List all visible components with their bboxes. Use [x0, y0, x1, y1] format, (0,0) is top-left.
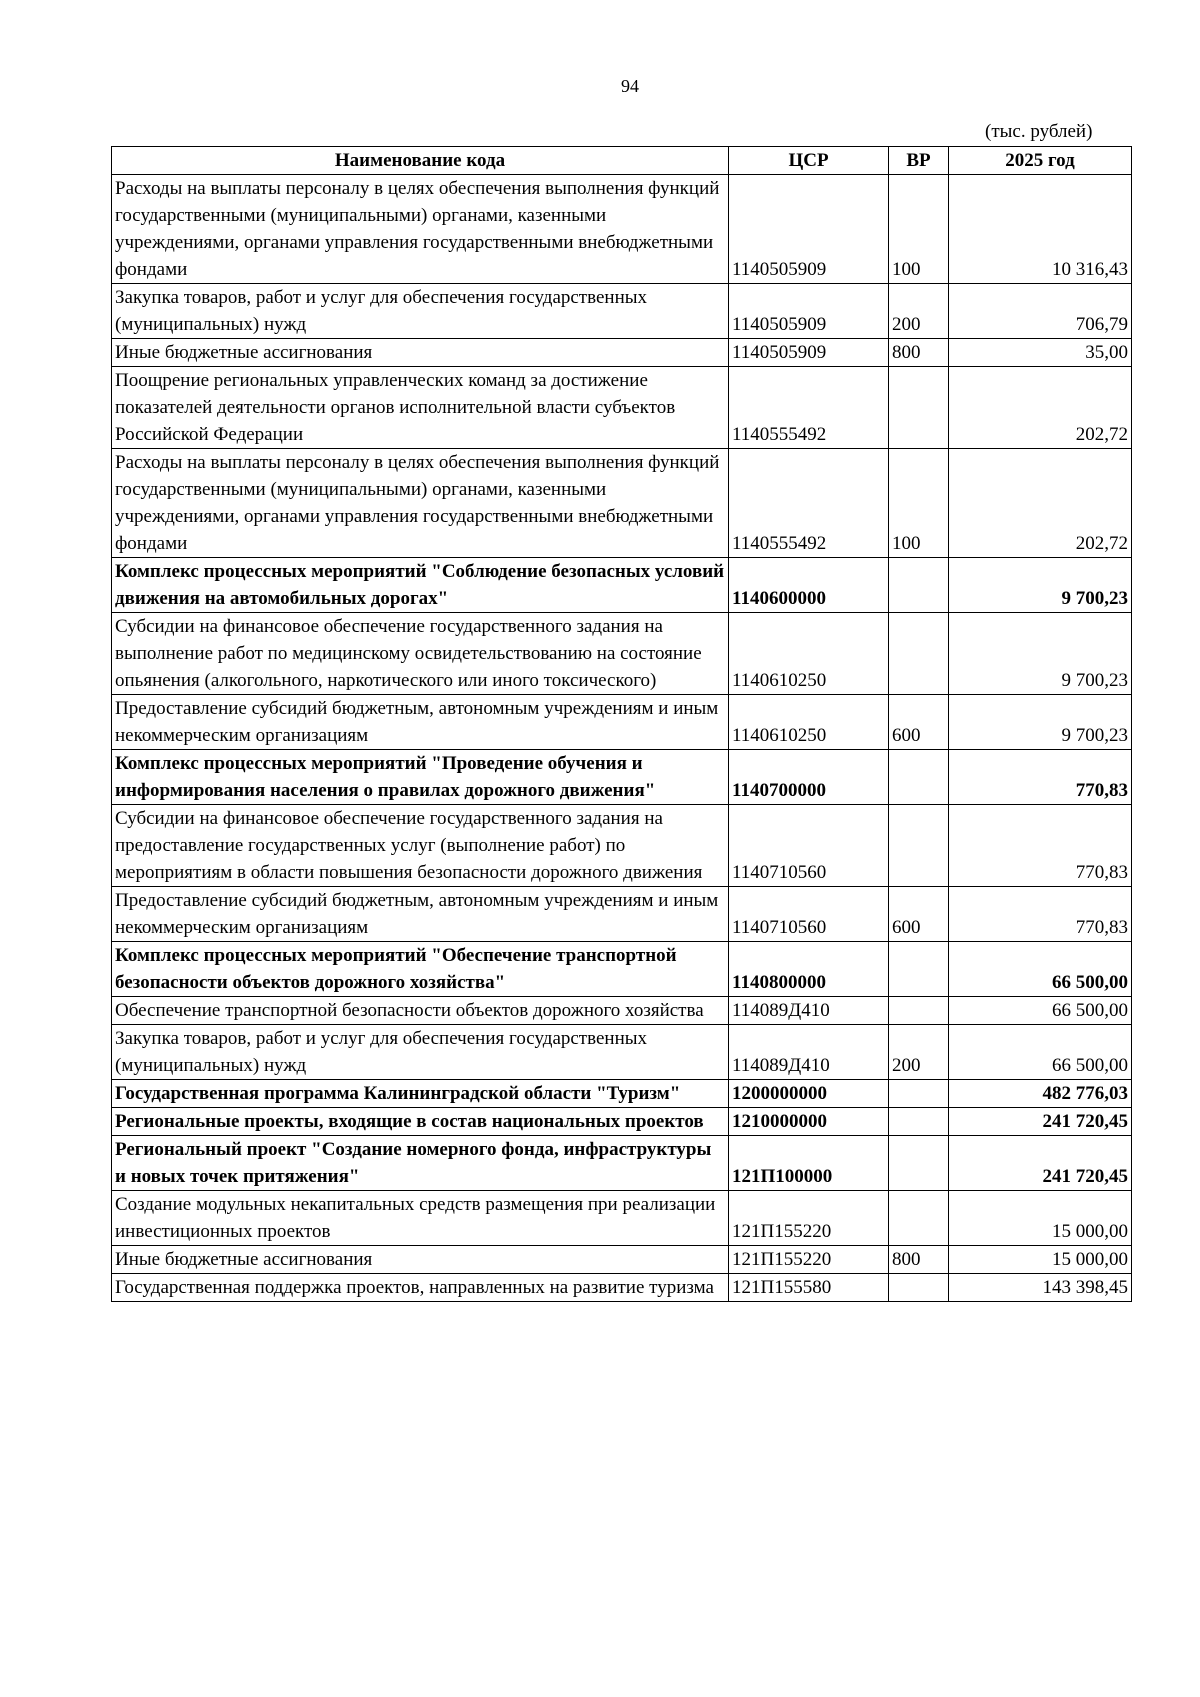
row-value: 15 000,00 — [949, 1191, 1132, 1246]
row-csr: 1140710560 — [729, 805, 889, 887]
table-row — [112, 449, 1132, 558]
row-vr — [889, 750, 949, 805]
table-row — [112, 613, 1132, 695]
row-csr: 1210000000 — [729, 1108, 889, 1136]
row-name: Иные бюджетные ассигнования — [112, 339, 729, 367]
row-vr: 800 — [889, 1246, 949, 1274]
row-name: Поощрение региональных управленческих команд за достижение показателей деятельности органов исполнительной власти субъектов Российской Федерации — [112, 367, 729, 449]
row-value: 706,79 — [949, 284, 1132, 339]
row-csr: 1200000000 — [729, 1080, 889, 1108]
row-name: Региональные проекты, входящие в состав национальных проектов — [112, 1108, 729, 1136]
row-vr — [889, 1274, 949, 1302]
row-vr: 100 — [889, 175, 949, 284]
row-name: Предоставление субсидий бюджетным, автономным учреждениям и иным некоммерческим организациям — [112, 887, 729, 942]
units-label: (тыс. рублей) — [985, 121, 1093, 142]
row-vr: 800 — [889, 339, 949, 367]
row-name: Расходы на выплаты персоналу в целях обеспечения выполнения функций государственными (муниципальными) органами, казенными учреждениями, органами управления государственными внебюджетными фондами — [112, 175, 729, 284]
row-csr: 1140505909 — [729, 339, 889, 367]
row-name: Субсидии на финансовое обеспечение государственного задания на выполнение работ по медицинскому освидетельствованию на состояние опьянения (алкогольного, наркотического или иного токсического) — [112, 613, 729, 695]
row-name: Закупка товаров, работ и услуг для обеспечения государственных (муниципальных) нужд — [112, 1025, 729, 1080]
table-row — [112, 339, 1132, 367]
row-vr — [889, 805, 949, 887]
row-value: 9 700,23 — [949, 613, 1132, 695]
row-csr: 121П100000 — [729, 1136, 889, 1191]
row-value: 66 500,00 — [949, 1025, 1132, 1080]
header-vr: ВР — [889, 147, 949, 175]
row-name: Расходы на выплаты персоналу в целях обеспечения выполнения функций государственными (муниципальными) органами, казенными учреждениями, органами управления государственными внебюджетными фондами — [112, 449, 729, 558]
row-value: 202,72 — [949, 449, 1132, 558]
row-value: 770,83 — [949, 750, 1132, 805]
row-vr — [889, 367, 949, 449]
table-row — [112, 1136, 1132, 1191]
table-row — [112, 805, 1132, 887]
row-csr: 1140505909 — [729, 175, 889, 284]
table-row — [112, 887, 1132, 942]
table-header-row — [112, 147, 1132, 175]
table-row — [112, 1108, 1132, 1136]
row-vr — [889, 1080, 949, 1108]
table-row — [112, 1246, 1132, 1274]
budget-table — [111, 146, 1132, 1302]
row-value: 770,83 — [949, 887, 1132, 942]
row-value: 10 316,43 — [949, 175, 1132, 284]
row-name: Комплекс процессных мероприятий "Проведение обучения и информирования населения о правилах дорожного движения" — [112, 750, 729, 805]
row-value: 9 700,23 — [949, 558, 1132, 613]
row-csr: 1140610250 — [729, 695, 889, 750]
table-row — [112, 1025, 1132, 1080]
row-name: Государственная поддержка проектов, направленных на развитие туризма — [112, 1274, 729, 1302]
table-row — [112, 1274, 1132, 1302]
row-value: 770,83 — [949, 805, 1132, 887]
row-vr — [889, 613, 949, 695]
row-name: Государственная программа Калининградской области "Туризм" — [112, 1080, 729, 1108]
table-row — [112, 367, 1132, 449]
row-csr: 1140800000 — [729, 942, 889, 997]
row-vr — [889, 1136, 949, 1191]
header-year: 2025 год — [949, 147, 1132, 175]
table-row — [112, 284, 1132, 339]
row-csr: 1140700000 — [729, 750, 889, 805]
row-csr: 1140710560 — [729, 887, 889, 942]
row-csr: 121П155220 — [729, 1246, 889, 1274]
row-value: 482 776,03 — [949, 1080, 1132, 1108]
row-name: Региональный проект "Создание номерного фонда, инфраструктуры и новых точек притяжения" — [112, 1136, 729, 1191]
row-csr: 121П155220 — [729, 1191, 889, 1246]
row-csr: 1140610250 — [729, 613, 889, 695]
row-name: Иные бюджетные ассигнования — [112, 1246, 729, 1274]
row-csr: 1140555492 — [729, 367, 889, 449]
row-name: Обеспечение транспортной безопасности объектов дорожного хозяйства — [112, 997, 729, 1025]
table-row — [112, 997, 1132, 1025]
row-csr: 1140505909 — [729, 284, 889, 339]
row-vr — [889, 997, 949, 1025]
row-vr — [889, 558, 949, 613]
row-vr — [889, 1108, 949, 1136]
table-row — [112, 558, 1132, 613]
row-csr: 114089Д410 — [729, 997, 889, 1025]
header-name: Наименование кода — [112, 147, 729, 175]
table-row — [112, 175, 1132, 284]
table-row — [112, 750, 1132, 805]
row-vr: 200 — [889, 1025, 949, 1080]
row-vr — [889, 942, 949, 997]
page-number: 94 — [621, 76, 639, 96]
row-value: 66 500,00 — [949, 942, 1132, 997]
row-value: 15 000,00 — [949, 1246, 1132, 1274]
row-name: Субсидии на финансовое обеспечение государственного задания на предоставление государственных услуг (выполнение работ) по мероприятиям в области повышения безопасности дорожного движения — [112, 805, 729, 887]
table-row — [112, 1191, 1132, 1246]
row-vr: 100 — [889, 449, 949, 558]
row-value: 241 720,45 — [949, 1136, 1132, 1191]
row-name: Создание модульных некапитальных средств размещения при реализации инвестиционных проектов — [112, 1191, 729, 1246]
row-vr — [889, 1191, 949, 1246]
row-vr: 200 — [889, 284, 949, 339]
row-value: 202,72 — [949, 367, 1132, 449]
row-vr: 600 — [889, 887, 949, 942]
table-row — [112, 695, 1132, 750]
row-value: 66 500,00 — [949, 997, 1132, 1025]
row-csr: 114089Д410 — [729, 1025, 889, 1080]
row-vr: 600 — [889, 695, 949, 750]
row-value: 9 700,23 — [949, 695, 1132, 750]
row-value: 143 398,45 — [949, 1274, 1132, 1302]
row-csr: 121П155580 — [729, 1274, 889, 1302]
row-csr: 1140600000 — [729, 558, 889, 613]
row-name: Комплекс процессных мероприятий "Соблюдение безопасных условий движения на автомобильных дорогах" — [112, 558, 729, 613]
row-csr: 1140555492 — [729, 449, 889, 558]
row-value: 241 720,45 — [949, 1108, 1132, 1136]
row-name: Комплекс процессных мероприятий "Обеспечение транспортной безопасности объектов дорожного хозяйства" — [112, 942, 729, 997]
row-name: Предоставление субсидий бюджетным, автономным учреждениям и иным некоммерческим организациям — [112, 695, 729, 750]
header-csr: ЦСР — [729, 147, 889, 175]
table-row — [112, 1080, 1132, 1108]
table-row — [112, 942, 1132, 997]
row-value: 35,00 — [949, 339, 1132, 367]
row-name: Закупка товаров, работ и услуг для обеспечения государственных (муниципальных) нужд — [112, 284, 729, 339]
